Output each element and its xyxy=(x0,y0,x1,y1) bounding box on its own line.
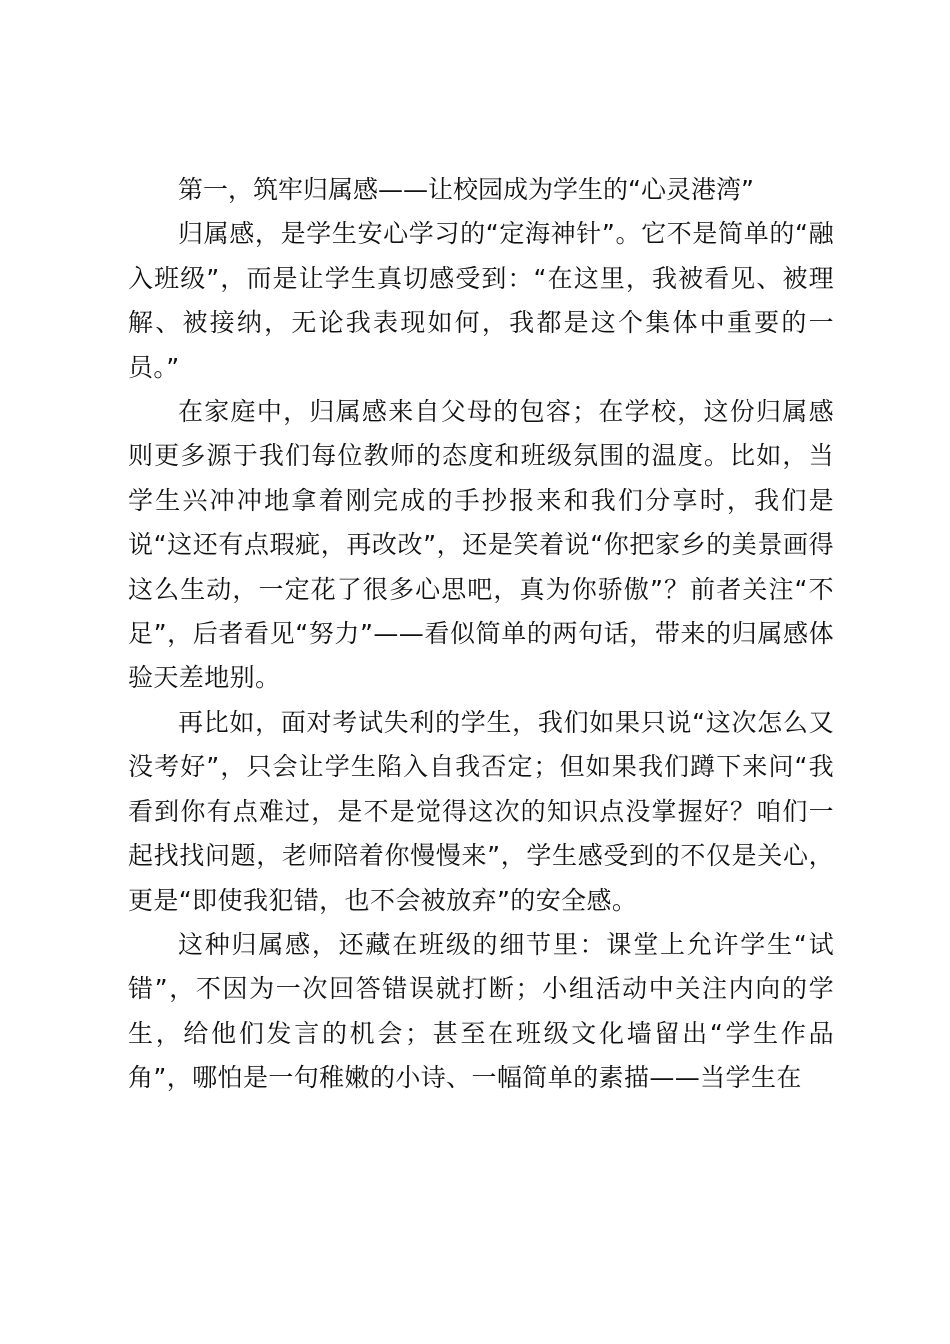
document-body xyxy=(128,168,834,1101)
paragraph-class-details: 这种归属感，还藏在班级的细节里：课堂上允许学生“试错”，不因为一次回答错误就打断；小组活动中关注内向的学生，给他们发言的机会；甚至在班级文化墙留出“学生作品角”，哪怕是一句稚嫩的小诗、一幅简单的素描——当学生在 xyxy=(128,929,834,1093)
paragraph-exam-example: 再比如，面对考试失利的学生，我们如果只说“这次怎么又没考好”，只会让学生陷入自我否定；但如果我们蹲下来问“我看到你有点难过，是不是觉得这次的知识点没掌握好？咱们一起找找问题，老师陪着你慢慢来”，学生感受到的不仅是关心，更是“即使我犯错，也不会被放弃”的安全感。 xyxy=(128,707,834,915)
paragraph-family-and-school: 在家庭中，归属感来自父母的包容；在学校，这份归属感则更多源于我们每位教师的态度和班级氛围的温度。比如，当学生兴冲冲地拿着刚完成的手抄报来和我们分享时，我们是说“这还有点瑕疵，再改改”，还是笑着说“你把家乡的美景画得这么生动，一定花了很多心思吧，真为你骄傲”？前者关注“不足”，后者看见“努力”——看似简单的两句话，带来的归属感体验天差地别。 xyxy=(128,397,834,693)
section-heading: 第一，筑牢归属感——让校园成为学生的“心灵港湾” xyxy=(178,175,754,204)
paragraph-belonging-definition: 归属感，是学生安心学习的“定海神针”。它不是简单的“融入班级”，而是让学生真切感受到：“在这里，我被看见、被理解、被接纳，无论我表现如何，我都是这个集体中重要的一员。” xyxy=(128,219,834,382)
